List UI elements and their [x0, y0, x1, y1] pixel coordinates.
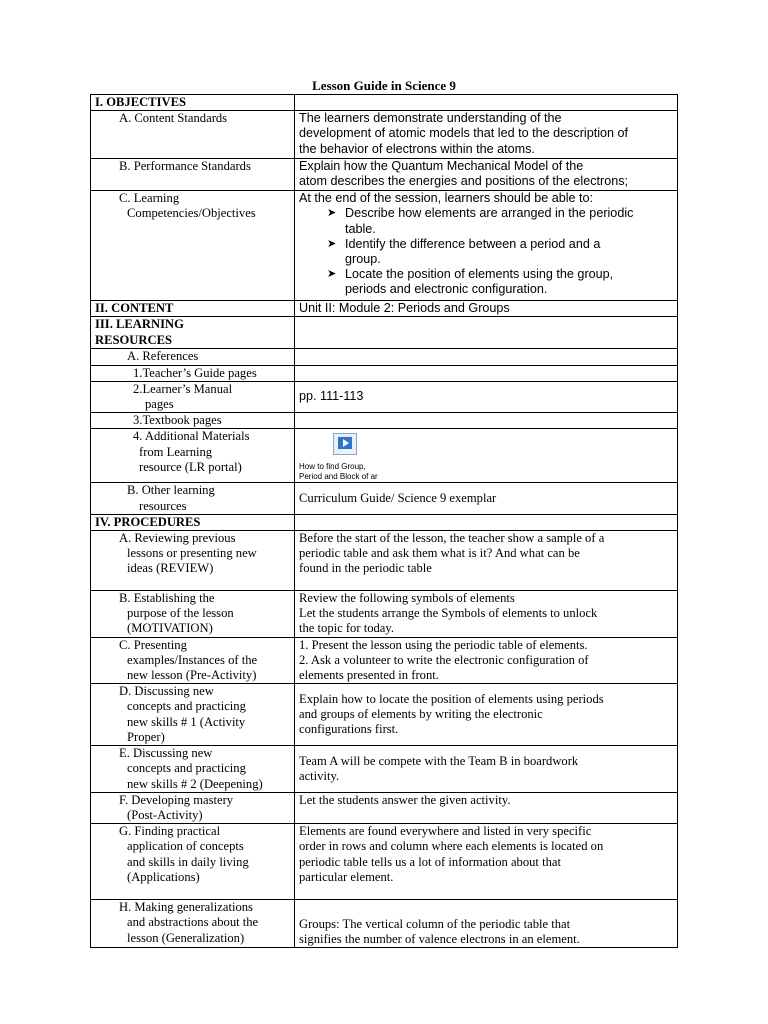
list-item: ➤ Locate the position of elements using the group, periods and electronic configuration. [327, 267, 614, 297]
review-value: Before the start of the lesson, the teacher show a sample of a periodic table and ask them what is it? And what can be found in the periodic table [295, 531, 678, 591]
table-row [91, 531, 678, 591]
table-row [91, 413, 678, 429]
learning-resources-heading: III. LEARNING RESOURCES [91, 317, 295, 349]
table-row [91, 746, 678, 793]
content-value: Unit II: Module 2: Periods and Groups [295, 301, 678, 317]
generalization-label: H. Making generalizations and abstractions about the lesson (Generalization) [91, 900, 295, 948]
table-row [91, 429, 678, 483]
arrow-bullet-icon: ➤ [327, 207, 337, 220]
table-row [91, 159, 678, 191]
generalization-value: Groups: The vertical column of the periodic table that signifies the number of valence electrons in an element. [295, 900, 678, 948]
table-row [91, 191, 678, 301]
table-row [91, 792, 678, 823]
video-file-icon[interactable] [333, 433, 357, 455]
pre-activity-value: 1. Present the lesson using the periodic table of elements. 2. Ask a volunteer to write the electronic configuration of elements presented in front. [295, 637, 678, 684]
other-resources-value: Curriculum Guide/ Science 9 exemplar [295, 483, 678, 514]
table-row [91, 684, 678, 746]
table-row [91, 301, 678, 317]
content-standards-label: A. Content Standards [91, 111, 295, 159]
arrow-bullet-icon: ➤ [327, 237, 337, 250]
additional-materials-label: 4. Additional Materials from Learning resource (LR portal) [91, 429, 295, 483]
table-row [91, 365, 678, 381]
table-row [91, 381, 678, 412]
table-row [91, 483, 678, 514]
other-resources-label: B. Other learning resources [91, 483, 295, 514]
performance-standards-value: Explain how the Quantum Mechanical Model of the atom describes the energies and positions of the electrons; [295, 159, 678, 191]
arrow-bullet-icon: ➤ [327, 268, 337, 281]
table-row [91, 95, 678, 111]
table-row [91, 514, 678, 530]
objectives-heading: I. OBJECTIVES [91, 95, 295, 111]
activity-proper-value: Explain how to locate the position of elements using periods and groups of elements by writing the electronic configurations first. [295, 684, 678, 746]
motivation-label: B. Establishing the purpose of the lesson (MOTIVATION) [91, 591, 295, 638]
table-row [91, 824, 678, 900]
textbook-label: 3.Textbook pages [91, 413, 295, 429]
learners-manual-label: 2.Learner’s Manual pages [91, 381, 295, 412]
activity-proper-label: D. Discussing new concepts and practicing new skills # 1 (Activity Proper) [91, 684, 295, 746]
list-item: ➤ Identify the difference between a period and a group. [327, 236, 601, 267]
post-activity-label: F. Developing mastery (Post-Activity) [91, 792, 295, 823]
motivation-value: Review the following symbols of elements Let the students arrange the Symbols of elements to unlock the topic for today. [295, 591, 678, 638]
review-label: A. Reviewing previous lessons or presenting new ideas (REVIEW) [91, 531, 295, 591]
deepening-label: E. Discussing new concepts and practicing new skills # 2 (Deepening) [91, 746, 295, 793]
lesson-guide-table [90, 94, 678, 948]
empty-cell [295, 514, 678, 530]
empty-cell [295, 95, 678, 111]
performance-standards-label: B. Performance Standards [91, 159, 295, 191]
competencies-value: At the end of the session, learners should be able to: ➤ Describe how elements are arranged in the periodic table. ➤ Identify the difference between a period and a group. ➤ Locate the position of elements using the group, periods and electronic configuration. [295, 191, 678, 301]
content-standards-value: The learners demonstrate understanding of the development of atomic models that led to the description of the behavior of electrons within the atoms. [295, 111, 678, 159]
competencies-label: C. Learning Competencies/Objectives [91, 191, 295, 301]
objectives-list [299, 206, 673, 297]
table-row [91, 111, 678, 159]
procedures-heading: IV. PROCEDURES [91, 514, 295, 530]
play-icon [338, 437, 352, 449]
deepening-value: Team A will be compete with the Team B in boardwork activity. [295, 746, 678, 793]
empty-cell [295, 413, 678, 429]
table-row [91, 591, 678, 638]
attachment-caption[interactable]: How to find Group, Period and Block of ar [299, 461, 378, 481]
table-row [91, 349, 678, 365]
empty-cell [295, 317, 678, 349]
applications-value: Elements are found everywhere and listed in very specific order in rows and column where each elements is located on periodic table tells us a lot of information about that particular element. [295, 824, 678, 900]
pre-activity-label: C. Presenting examples/Instances of the new lesson (Pre-Activity) [91, 637, 295, 684]
empty-cell [295, 365, 678, 381]
table-row [91, 317, 678, 349]
empty-cell [295, 349, 678, 365]
learners-manual-value: pp. 111-113 [295, 381, 678, 412]
applications-label: G. Finding practical application of concepts and skills in daily living (Applications) [91, 824, 295, 900]
content-heading: II. CONTENT [91, 301, 295, 317]
table-row [91, 900, 678, 948]
teachers-guide-label: 1.Teacher’s Guide pages [91, 365, 295, 381]
additional-materials-value [295, 429, 678, 483]
list-item: ➤ Describe how elements are arranged in the periodic table. [327, 206, 634, 236]
table-row [91, 637, 678, 684]
document-title: Lesson Guide in Science 9 [312, 78, 456, 93]
post-activity-value: Let the students answer the given activity. [295, 792, 678, 823]
references-label: A. References [91, 349, 295, 365]
